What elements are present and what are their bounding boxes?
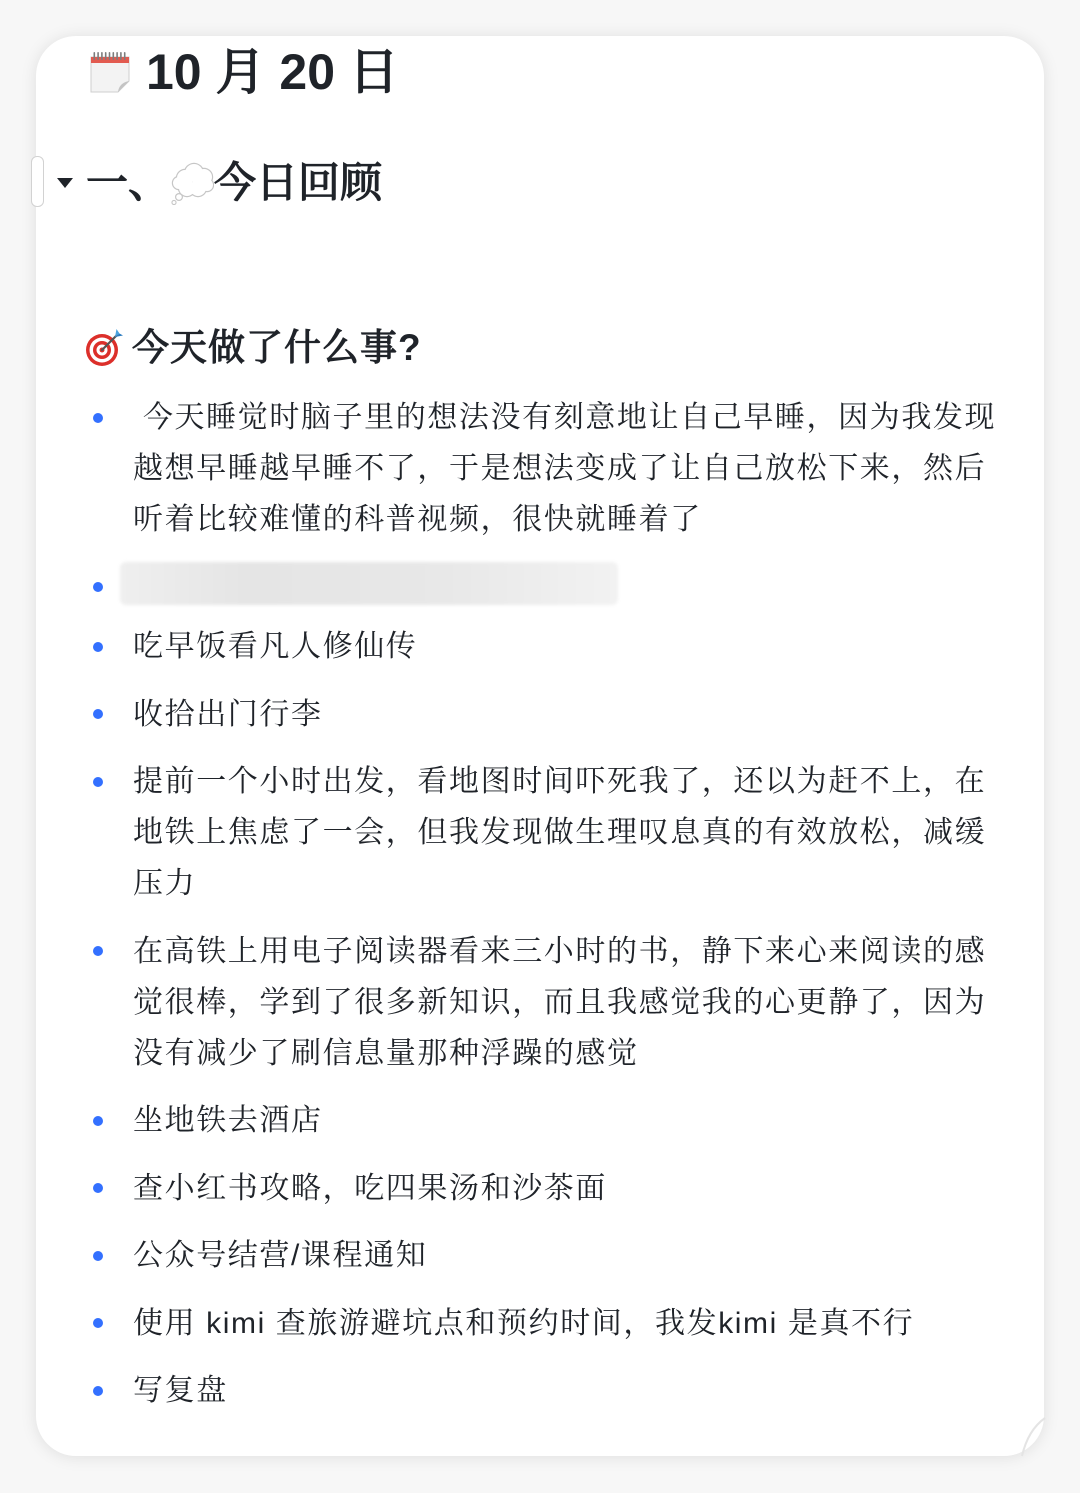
list-item <box>36 1298 1044 1349</box>
page-title[interactable]: 10 月 20 日 <box>146 44 399 100</box>
bullet-list <box>36 392 1044 1433</box>
list-item-text[interactable]: 写复盘 <box>133 1374 228 1407</box>
bullet-dot <box>93 777 103 787</box>
target-icon <box>84 328 124 368</box>
bullet-dot <box>93 946 103 956</box>
list-item <box>36 689 1044 740</box>
bullet-dot <box>93 413 103 423</box>
toggle-heading[interactable] <box>86 155 382 211</box>
bullet-dot <box>93 709 103 719</box>
list-item <box>36 1365 1044 1416</box>
list-item <box>36 756 1044 909</box>
bullet-dot <box>93 1183 103 1193</box>
section-heading <box>84 323 422 373</box>
section-heading-text[interactable]: 今天做了什么事? <box>132 327 422 368</box>
list-item-text[interactable]: 在高铁上用电子阅读器看来三小时的书，静下来心来阅读的感觉很棒，学到了很多新知识，而且我感觉我的心更静了，因为没有减少了刷信息量那种浮躁的感觉 <box>133 934 987 1070</box>
page-corner-curl <box>1014 1414 1048 1460</box>
bullet-dot <box>93 1251 103 1261</box>
list-item-text[interactable]: 提前一个小时出发，看地图时间吓死我了，还以为赶不上，在地铁上焦虑了一会，但我发现做生理叹息真的有效放松，减缓压力 <box>133 765 987 900</box>
list-item-text[interactable]: 吃早饭看凡人修仙传 <box>133 630 418 663</box>
list-item <box>36 1163 1044 1214</box>
document-card <box>36 36 1044 1456</box>
toggle-heading-prefix: 一、 <box>86 159 171 206</box>
list-item <box>36 621 1044 672</box>
list-item-text[interactable]: 使用 kimi 查旅游避坑点和预约时间，我发kimi 是真不行 <box>133 1306 915 1340</box>
toggle-heading-label: 今日回顾 <box>214 159 383 206</box>
bullet-dot <box>93 1116 103 1126</box>
list-item-text[interactable]: 收拾出门行李 <box>133 697 323 731</box>
list-item <box>36 1095 1044 1146</box>
page-title-row <box>88 42 399 102</box>
list-item <box>36 1230 1044 1281</box>
list-item-text[interactable]: 坐地铁去酒店 <box>133 1104 323 1137</box>
list-item <box>36 926 1044 1079</box>
list-item <box>36 392 1044 545</box>
block-drag-handle[interactable] <box>31 156 44 207</box>
thought-balloon-icon <box>170 161 214 205</box>
bullet-dot <box>93 1386 103 1396</box>
bullet-dot <box>93 642 103 652</box>
list-item-text[interactable]: 公众号结营/课程通知 <box>133 1239 428 1272</box>
bullet-dot <box>93 1318 103 1328</box>
list-item <box>36 562 1044 605</box>
bullet-dot <box>93 582 103 592</box>
list-item-text[interactable]: 查小红书攻略，吃四果汤和沙茶面 <box>133 1171 607 1205</box>
calendar-icon <box>88 50 132 94</box>
caret-down-icon[interactable] <box>56 177 74 189</box>
redacted-content <box>120 562 618 605</box>
list-item-text[interactable]: 今天睡觉时脑子里的想法没有刻意地让自己早睡，因为我发现越想早睡越早睡不了，于是想法变成了让自己放松下来，然后听着比较难懂的科普视频，很快就睡着了 <box>133 401 997 536</box>
